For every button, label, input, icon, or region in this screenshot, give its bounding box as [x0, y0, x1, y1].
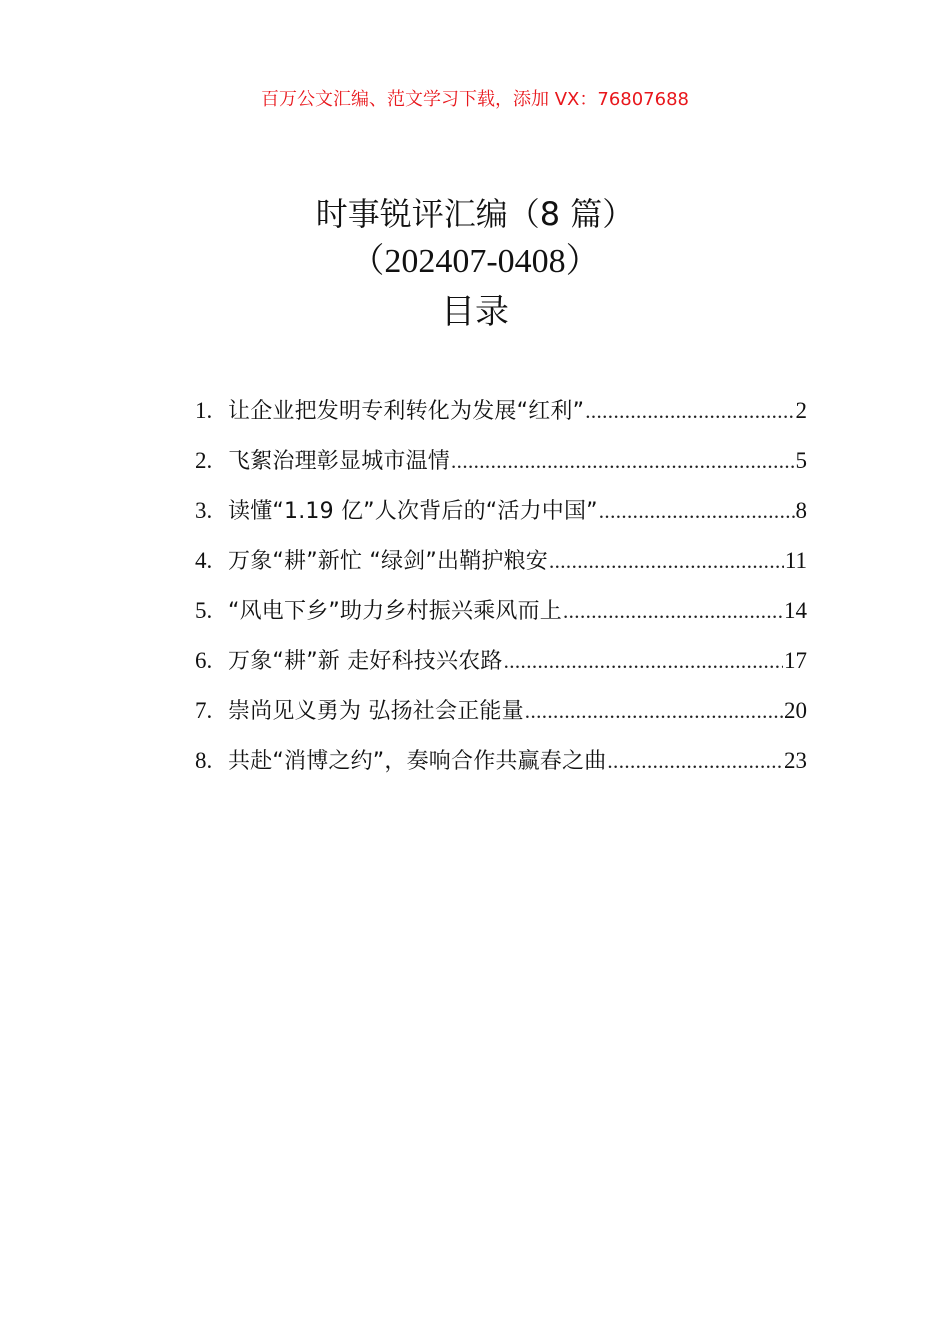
toc-item-6[interactable]: [195, 636, 807, 686]
toc-item-5[interactable]: [195, 586, 807, 636]
toc-leader-dots: [451, 436, 794, 486]
toc-item-4[interactable]: [195, 536, 807, 586]
toc-item-1[interactable]: [195, 386, 807, 436]
toc-item-number: 1.: [195, 398, 213, 423]
toc-leader-dots: [549, 536, 784, 586]
toc-leader-dots: [607, 736, 783, 786]
toc-leader-dots: [599, 486, 795, 536]
toc-leader-dots: [585, 386, 794, 436]
toc-item-title: 崇尚见义勇为 弘扬社会正能量: [228, 699, 524, 724]
title-block: [0, 190, 950, 334]
toc-item-page: 20: [784, 698, 807, 723]
toc-item-title: 万象“耕”新 走好科技兴农路: [228, 649, 503, 674]
toc-item-number: 8.: [195, 748, 213, 773]
toc-item-8[interactable]: [195, 736, 807, 786]
toc-item-page: 11: [784, 548, 807, 573]
toc-item-title: 读懂“1.19 亿”人次背后的“活力中国”: [228, 499, 598, 524]
toc-item-2[interactable]: [195, 436, 807, 486]
toc-item-page: 2: [795, 398, 807, 423]
toc-item-number: 5.: [195, 598, 213, 623]
promo-banner-text: 百万公文汇编、范文学习下载，添加 VX：76807688: [261, 89, 689, 110]
toc-item-7[interactable]: [195, 686, 807, 736]
toc-item-number: 6.: [195, 648, 213, 673]
promo-banner: [0, 88, 950, 112]
toc-item-number: 3.: [195, 498, 213, 523]
toc-item-page: 8: [795, 498, 807, 523]
toc-item-title: 飞絮治理彰显城市温情: [228, 449, 451, 474]
toc-item-page: 23: [784, 748, 807, 773]
toc-item-page: 14: [784, 598, 807, 623]
toc-item-title: “风电下乡”助力乡村振兴乘风而上: [228, 599, 562, 624]
toc-item-title: 共赴“消博之约”，奏响合作共赢春之曲: [228, 749, 607, 774]
toc-leader-dots: [525, 686, 783, 736]
document-date-range: （202407-0408）: [350, 243, 600, 280]
toc-item-page: 17: [784, 648, 807, 673]
toc-item-title: 万象“耕”新忙 “绿剑”出鞘护粮安: [228, 549, 548, 574]
toc-leader-dots: [504, 636, 783, 686]
toc-item-number: 7.: [195, 698, 213, 723]
toc-item-page: 5: [795, 448, 807, 473]
toc-item-title: 让企业把发明专利转化为发展“红利”: [228, 399, 585, 424]
table-of-contents: [195, 386, 807, 786]
document-title: 时事锐评汇编（8 篇）: [315, 195, 635, 233]
toc-heading: 目录: [441, 292, 509, 332]
toc-leader-dots: [563, 586, 783, 636]
toc-item-number: 4.: [195, 548, 213, 573]
toc-item-3[interactable]: [195, 486, 807, 536]
toc-item-number: 2.: [195, 448, 213, 473]
